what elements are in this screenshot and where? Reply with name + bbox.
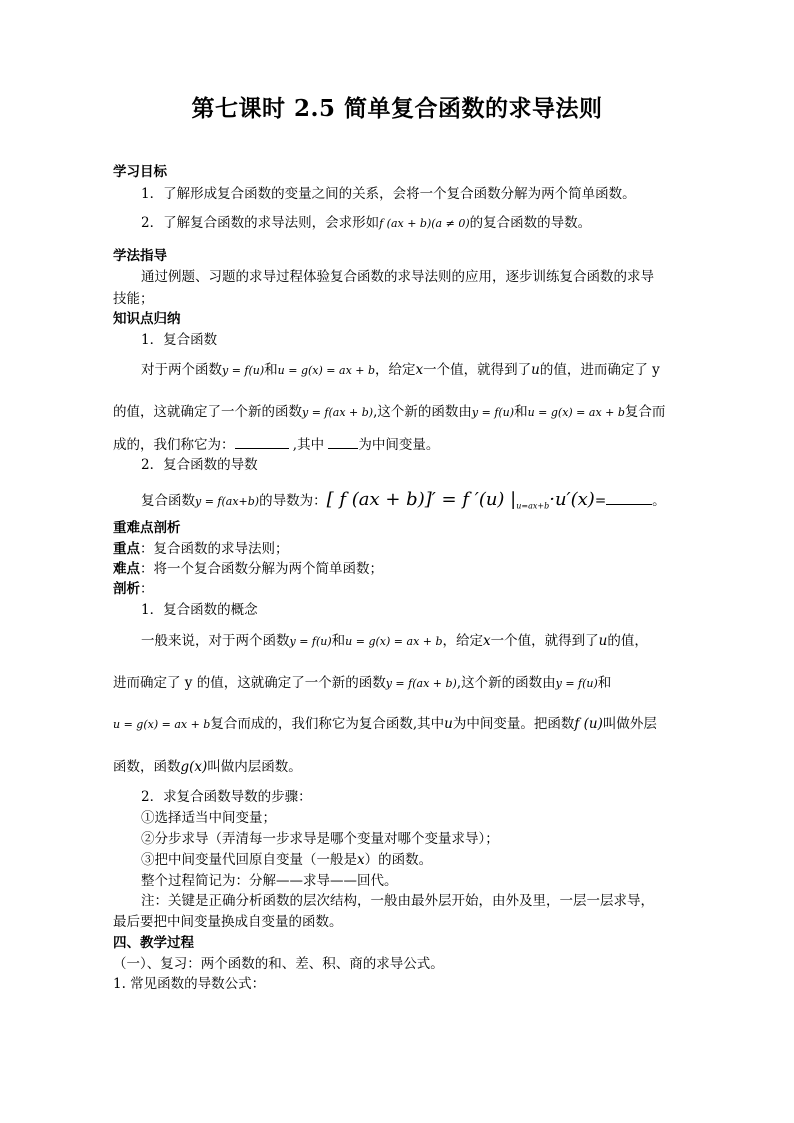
fill-blank-derivative xyxy=(606,490,652,505)
key-para-2: 进而确定了 y 的值，这就确定了一个新的函数y = f(ax + b),这个新的函数由y = f(u)和 xyxy=(113,675,612,691)
key-para-1: 一般来说，对于两个函数y = f(u)和u = g(x) = ax + b，给定x一个值，就得到了u的值， xyxy=(141,633,648,649)
goals-heading: 学习目标 xyxy=(113,164,167,180)
key-difficulty: 难点：将一个复合函数分解为两个简单函数； xyxy=(113,561,383,577)
goal-item-1: 1．了解形成复合函数的变量之间的关系，会将一个复合函数分解为两个简单函数。 xyxy=(141,186,636,202)
key-focus: 重点：复合函数的求导法则； xyxy=(113,541,289,557)
key-analysis-label: 剖析： xyxy=(113,581,154,597)
guide-heading: 学法指导 xyxy=(113,248,167,264)
note-line-2: 最后要把中间变量换成自变量的函数。 xyxy=(113,914,343,930)
note-line-1: 注：关键是正确分析函数的层次结构，一般由最外层开始，由外及里，一层一层求导， xyxy=(141,893,654,909)
knowledge-para-4: 复合函数y = f(ax+b)的导数为：[ f (ax + b)]′ = f ′(u) $|_{u=ax+b}\cdot u'(x)=$ 。 xyxy=(141,489,666,511)
knowledge-para-2: 的值，这就确定了一个新的函数y = f(ax + b),这个新的函数由y = f(u)和u = g(x) = ax + b复合而 xyxy=(113,404,666,420)
knowledge-heading: 知识点归纳 xyxy=(113,311,181,327)
knowledge-sub-2: 2．复合函数的导数 xyxy=(141,457,258,473)
derivative-formula: [ f (ax + b)]′ = f ′(u) | xyxy=(326,489,517,510)
knowledge-para-3: 成的，我们称它为： ,其中 为中间变量。 xyxy=(113,434,683,455)
knowledge-para-1: 对于两个函数y = f(u)和u = g(x) = ax + b，给定x一个值，就得到了u的值，进而确定了 y xyxy=(141,362,660,378)
guide-line-2: 技能； xyxy=(113,291,154,307)
key-heading: 重难点剖析 xyxy=(113,520,181,536)
key-sub-1: 1．复合函数的概念 xyxy=(141,602,258,618)
summary-line: 整个过程简记为：分解——求导——回代。 xyxy=(141,873,398,889)
page-title: 第七课时 2.5 简单复合函数的求导法则 xyxy=(191,95,603,122)
process-review: （一）、复习：两个函数的和、差、积、商的求导公式。 xyxy=(113,956,444,972)
process-item-1: 1. 常见函数的导数公式： xyxy=(113,976,266,992)
process-heading: 四、教学过程 xyxy=(113,935,194,951)
key-para-3: u = g(x) = ax + b复合而成的，我们称它为复合函数,其中u为中间变量。把函数f (u)叫做外层 xyxy=(113,716,657,732)
step-3: ③把中间变量代回原自变量（一般是x）的函数。 xyxy=(141,852,433,868)
step-1: ①选择适当中间变量； xyxy=(141,810,276,826)
fill-blank-intermediate xyxy=(328,434,358,449)
key-sub-2: 2．求复合函数导数的步骤： xyxy=(141,789,312,805)
step-2: ②分步求导（弄清每一步求导是哪个变量对哪个变量求导）； xyxy=(141,831,499,847)
math-f-ax-b: f (ax + b)(a ≠ 0) xyxy=(379,217,470,230)
knowledge-sub-1: 1．复合函数 xyxy=(141,332,218,348)
guide-line-1: 通过例题、习题的求导过程体验复合函数的求导法则的应用，逐步训练复合函数的求导 xyxy=(141,269,654,285)
goal-item-2: 2．了解复合函数的求导法则，会求形如f (ax + b)(a ≠ 0)的复合函数的导数。 xyxy=(141,215,592,231)
fill-blank-composite xyxy=(235,434,289,449)
key-para-4: 函数，函数g(x)叫做内层函数。 xyxy=(113,759,302,775)
